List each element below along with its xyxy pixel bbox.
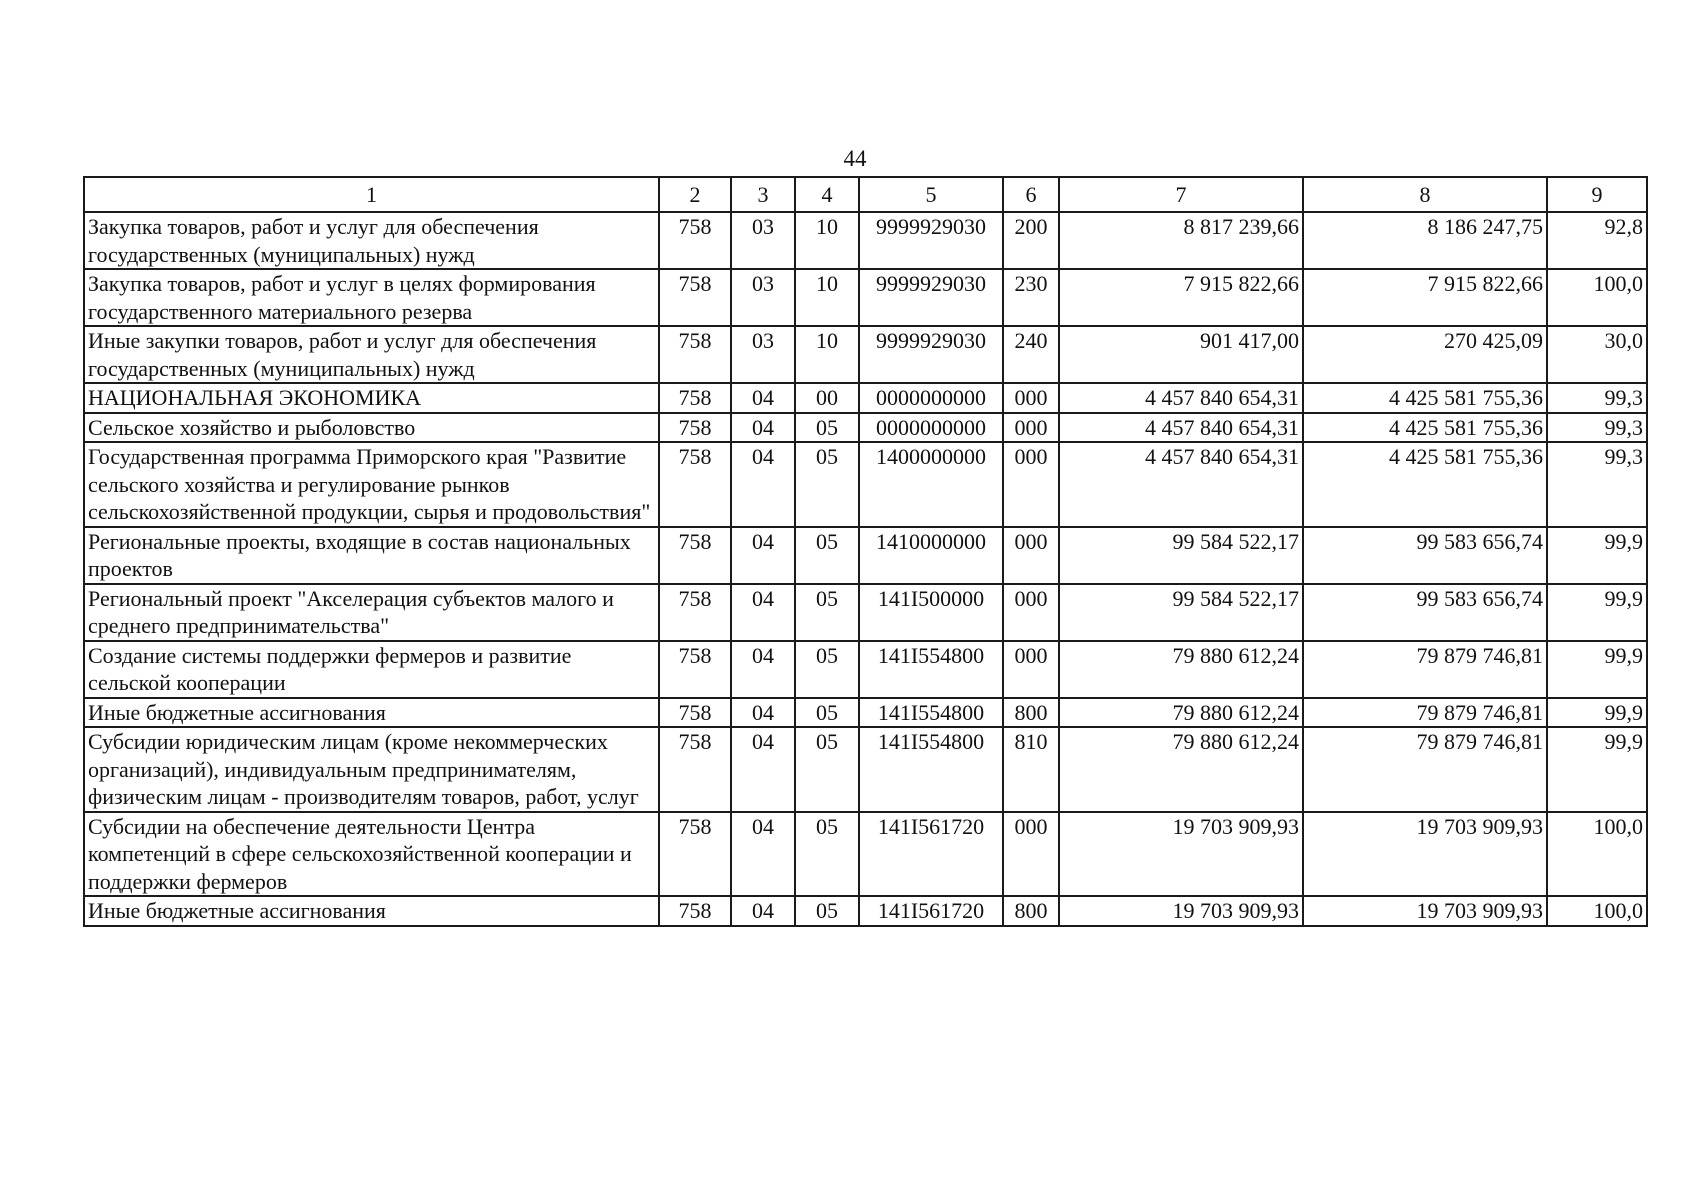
cell-target-article: 9999929030: [859, 212, 1003, 269]
cell-name: Иные закупки товаров, работ и услуг для обеспечения государственных (муниципальных) нужд: [84, 326, 659, 383]
cell-section: 04: [731, 812, 795, 897]
table-body: [84, 212, 1647, 926]
cell-planned: 4 457 840 654,31: [1059, 383, 1303, 413]
cell-executed: 79 879 746,81: [1303, 641, 1547, 698]
cell-percent: 99,9: [1547, 727, 1647, 812]
cell-percent: 99,3: [1547, 413, 1647, 443]
cell-planned: 79 880 612,24: [1059, 641, 1303, 698]
cell-subsection: 05: [795, 698, 859, 728]
cell-section: 04: [731, 641, 795, 698]
cell-expense-type: 810: [1003, 727, 1059, 812]
cell-target-article: 9999929030: [859, 326, 1003, 383]
cell-percent: 99,9: [1547, 527, 1647, 584]
cell-executed: 7 915 822,66: [1303, 269, 1547, 326]
cell-expense-type: 000: [1003, 383, 1059, 413]
header-cell-7: 7: [1059, 177, 1303, 212]
header-row: [84, 177, 1647, 212]
cell-admin-code: 758: [659, 442, 731, 527]
table-row: [84, 896, 1647, 926]
cell-section: 04: [731, 727, 795, 812]
cell-executed: 4 425 581 755,36: [1303, 413, 1547, 443]
cell-planned: 99 584 522,17: [1059, 527, 1303, 584]
cell-expense-type: 230: [1003, 269, 1059, 326]
cell-expense-type: 000: [1003, 641, 1059, 698]
cell-target-article: 0000000000: [859, 383, 1003, 413]
cell-expense-type: 000: [1003, 413, 1059, 443]
header-cell-3: 3: [731, 177, 795, 212]
cell-section: 04: [731, 413, 795, 443]
cell-target-article: 141I554800: [859, 698, 1003, 728]
cell-subsection: 10: [795, 212, 859, 269]
cell-percent: 100,0: [1547, 896, 1647, 926]
cell-subsection: 05: [795, 442, 859, 527]
cell-name: Закупка товаров, работ и услуг для обеспечения государственных (муниципальных) нужд: [84, 212, 659, 269]
cell-percent: 100,0: [1547, 812, 1647, 897]
cell-planned: 79 880 612,24: [1059, 727, 1303, 812]
cell-subsection: 10: [795, 326, 859, 383]
cell-target-article: 141I500000: [859, 584, 1003, 641]
cell-percent: 99,3: [1547, 383, 1647, 413]
table-header: [84, 177, 1647, 212]
header-cell-1: 1: [84, 177, 659, 212]
header-cell-4: 4: [795, 177, 859, 212]
cell-subsection: 00: [795, 383, 859, 413]
header-cell-5: 5: [859, 177, 1003, 212]
cell-admin-code: 758: [659, 269, 731, 326]
cell-executed: 79 879 746,81: [1303, 727, 1547, 812]
cell-expense-type: 000: [1003, 812, 1059, 897]
cell-target-article: 0000000000: [859, 413, 1003, 443]
cell-percent: 99,3: [1547, 442, 1647, 527]
cell-section: 03: [731, 269, 795, 326]
cell-target-article: 1400000000: [859, 442, 1003, 527]
cell-section: 04: [731, 896, 795, 926]
cell-subsection: 05: [795, 527, 859, 584]
header-cell-6: 6: [1003, 177, 1059, 212]
cell-subsection: 05: [795, 641, 859, 698]
cell-planned: 99 584 522,17: [1059, 584, 1303, 641]
table-row: [84, 212, 1647, 269]
cell-admin-code: 758: [659, 584, 731, 641]
cell-expense-type: 800: [1003, 896, 1059, 926]
cell-name: Иные бюджетные ассигнования: [84, 698, 659, 728]
cell-admin-code: 758: [659, 896, 731, 926]
table-row: [84, 727, 1647, 812]
header-cell-8: 8: [1303, 177, 1547, 212]
cell-section: 04: [731, 584, 795, 641]
cell-subsection: 05: [795, 413, 859, 443]
cell-subsection: 05: [795, 812, 859, 897]
cell-section: 04: [731, 383, 795, 413]
cell-expense-type: 240: [1003, 326, 1059, 383]
cell-name: Сельское хозяйство и рыболовство: [84, 413, 659, 443]
table-row: [84, 442, 1647, 527]
cell-percent: 99,9: [1547, 698, 1647, 728]
cell-expense-type: 200: [1003, 212, 1059, 269]
budget-table: [83, 176, 1648, 927]
cell-executed: 4 425 581 755,36: [1303, 383, 1547, 413]
table-row: [84, 413, 1647, 443]
cell-percent: 99,9: [1547, 584, 1647, 641]
cell-planned: 19 703 909,93: [1059, 896, 1303, 926]
cell-name: Субсидии на обеспечение деятельности Центра компетенций в сфере сельскохозяйственной кооперации и поддержки фермеров: [84, 812, 659, 897]
cell-planned: 7 915 822,66: [1059, 269, 1303, 326]
cell-planned: 19 703 909,93: [1059, 812, 1303, 897]
cell-executed: 99 583 656,74: [1303, 527, 1547, 584]
cell-executed: 79 879 746,81: [1303, 698, 1547, 728]
cell-admin-code: 758: [659, 641, 731, 698]
cell-target-article: 9999929030: [859, 269, 1003, 326]
cell-executed: 270 425,09: [1303, 326, 1547, 383]
cell-section: 04: [731, 442, 795, 527]
cell-name: НАЦИОНАЛЬНАЯ ЭКОНОМИКА: [84, 383, 659, 413]
cell-section: 04: [731, 698, 795, 728]
table-row: [84, 641, 1647, 698]
cell-executed: 19 703 909,93: [1303, 812, 1547, 897]
table-row: [84, 812, 1647, 897]
cell-name: Субсидии юридическим лицам (кроме некоммерческих организаций), индивидуальным предпринимателям, физическим лицам - производителям товаров, работ, услуг: [84, 727, 659, 812]
cell-planned: 4 457 840 654,31: [1059, 413, 1303, 443]
cell-expense-type: 800: [1003, 698, 1059, 728]
cell-admin-code: 758: [659, 698, 731, 728]
header-cell-2: 2: [659, 177, 731, 212]
cell-admin-code: 758: [659, 413, 731, 443]
cell-name: Закупка товаров, работ и услуг в целях формирования государственного материального резерва: [84, 269, 659, 326]
cell-section: 03: [731, 326, 795, 383]
table-row: [84, 383, 1647, 413]
cell-executed: 99 583 656,74: [1303, 584, 1547, 641]
cell-planned: 79 880 612,24: [1059, 698, 1303, 728]
cell-executed: 19 703 909,93: [1303, 896, 1547, 926]
cell-target-article: 1410000000: [859, 527, 1003, 584]
table-row: [84, 269, 1647, 326]
cell-expense-type: 000: [1003, 527, 1059, 584]
cell-section: 04: [731, 527, 795, 584]
cell-admin-code: 758: [659, 383, 731, 413]
cell-admin-code: 758: [659, 212, 731, 269]
cell-percent: 100,0: [1547, 269, 1647, 326]
cell-name: Региональные проекты, входящие в состав национальных проектов: [84, 527, 659, 584]
cell-planned: 901 417,00: [1059, 326, 1303, 383]
table-row: [84, 527, 1647, 584]
cell-planned: 4 457 840 654,31: [1059, 442, 1303, 527]
cell-target-article: 141I561720: [859, 812, 1003, 897]
table-row: [84, 698, 1647, 728]
table-row: [84, 584, 1647, 641]
cell-expense-type: 000: [1003, 442, 1059, 527]
cell-subsection: 05: [795, 584, 859, 641]
cell-target-article: 141I554800: [859, 641, 1003, 698]
cell-subsection: 10: [795, 269, 859, 326]
cell-percent: 99,9: [1547, 641, 1647, 698]
cell-name: Региональный проект "Акселерация субъектов малого и среднего предпринимательства": [84, 584, 659, 641]
cell-expense-type: 000: [1003, 584, 1059, 641]
page-number: 44: [843, 146, 867, 171]
cell-executed: 8 186 247,75: [1303, 212, 1547, 269]
cell-name: Создание системы поддержки фермеров и развитие сельской кооперации: [84, 641, 659, 698]
cell-subsection: 05: [795, 896, 859, 926]
cell-executed: 4 425 581 755,36: [1303, 442, 1547, 527]
cell-subsection: 05: [795, 727, 859, 812]
cell-name: Государственная программа Приморского края "Развитие сельского хозяйства и регулирование рынков сельскохозяйственной продукции, сырья и продовольствия": [84, 442, 659, 527]
cell-percent: 30,0: [1547, 326, 1647, 383]
cell-percent: 92,8: [1547, 212, 1647, 269]
table-row: [84, 326, 1647, 383]
header-cell-9: 9: [1547, 177, 1647, 212]
cell-admin-code: 758: [659, 527, 731, 584]
cell-target-article: 141I561720: [859, 896, 1003, 926]
cell-name: Иные бюджетные ассигнования: [84, 896, 659, 926]
cell-admin-code: 758: [659, 326, 731, 383]
cell-target-article: 141I554800: [859, 727, 1003, 812]
cell-section: 03: [731, 212, 795, 269]
cell-admin-code: 758: [659, 812, 731, 897]
cell-admin-code: 758: [659, 727, 731, 812]
cell-planned: 8 817 239,66: [1059, 212, 1303, 269]
